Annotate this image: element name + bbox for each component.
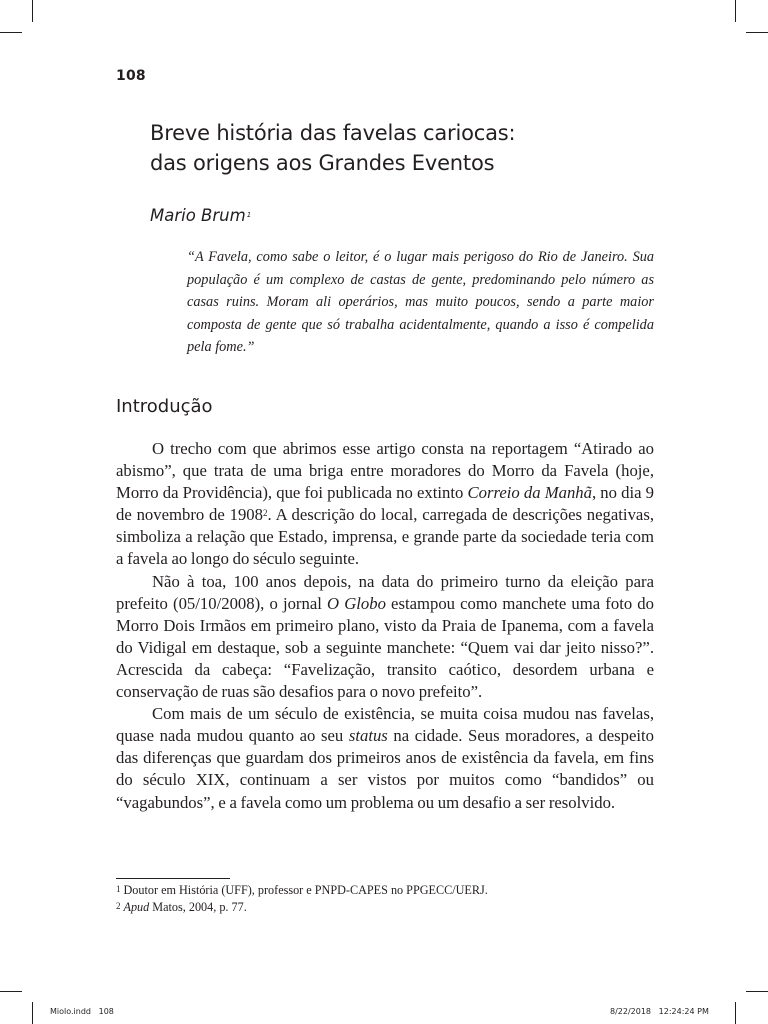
footnote-text: Doutor em História (UFF), professor e PNPD-CAPES no PPGECC/UERJ. [123, 883, 488, 897]
footnote-divider [116, 878, 230, 879]
crop-mark [32, 1002, 33, 1024]
text-run: na cidade. Seus moradores, a despeito das diferenças que guardam dos primeiros anos de existência da favela, em fins do século XIX, continuam a ser vistos por muitos como “bandidos” ou “vagabundos”, e a favela como um problema ou um desafio a ser resolvido. [116, 726, 654, 812]
body-text [116, 438, 654, 814]
text-run: , no dia 9 de novembro de 1908 [116, 483, 654, 525]
crop-mark [746, 991, 768, 992]
text-run: O trecho com que abrimos esse artigo consta na reportagem “Atirado ao abismo”, que trata de uma briga entre moradores do Morro da Favela (hoje, Morro da Providência), que foi publicada no extinto [116, 439, 654, 503]
newspaper-title: O Globo [327, 593, 386, 613]
author-text: Mario Brum [150, 206, 246, 225]
print-slug-file: Miolo.indd 108 [50, 1007, 114, 1016]
author-name [150, 206, 251, 225]
title-line: Breve história das favelas cariocas: [150, 121, 516, 145]
epigraph-quote [187, 246, 654, 359]
epigraph-line: Sua população é um complexo de castas de gente, predominando pelo [187, 249, 655, 288]
crop-mark [0, 991, 22, 992]
crop-mark [735, 1002, 736, 1024]
text-run: . A descrição do local, carregada de descrições negativas, simboliza a relação que Estado, imprensa, e grande parte da sociedade teria com a favela ao longo do século seguinte. [116, 505, 654, 569]
body-paragraph [116, 703, 654, 813]
footnote-ref[interactable]: 2 [263, 508, 268, 519]
print-slug-datetime: 8/22/2018 12:24:24 PM [610, 1007, 709, 1016]
footnote-italic: Apud [123, 900, 150, 914]
newspaper-title: Correio da Manhã [467, 483, 592, 503]
footnote-1 [116, 882, 656, 899]
crop-mark [735, 0, 736, 22]
text-run: Com mais de um século de existência, se muita coisa mudou nas favelas, quase nada mudou quanto ao seu [116, 704, 654, 746]
crop-mark [0, 32, 22, 33]
text-run: estampou como manchete uma foto do Morro Dois Irmãos em primeiro plano, visto da Praia de Ipanema, com a favela do Vidigal em destaque, sob a seguinte manchete: “Quem vai dar jeito nisso?”. Acrescida da cabeça: “Favelização, transito caótico, desordem urbana e conservação de ruas são desafios para o novo prefeito”. [116, 593, 654, 702]
footnote-2 [116, 899, 656, 916]
footnote-text: Matos, 2004, p. 77. [149, 900, 247, 914]
epigraph-line: número as casas ruins. Moram ali operários, mas muito poucos, sendo a [187, 271, 655, 311]
page-number: 108 [116, 68, 146, 84]
footnotes [116, 882, 656, 916]
footnote-number: 1 [116, 884, 121, 894]
crop-mark [746, 32, 768, 33]
footnote-number: 2 [116, 901, 121, 911]
title-line: das origens aos Grandes Eventos [150, 151, 495, 175]
epigraph-line: “A Favela, como sabe o leitor, é o lugar mais perigoso do Rio de Janeiro. [187, 249, 628, 265]
body-paragraph [116, 438, 654, 571]
body-paragraph [116, 571, 654, 704]
footnote-ref[interactable]: 1 [246, 211, 252, 219]
section-heading: Introdução [116, 396, 213, 417]
epigraph-line: parte maior composta de gente que só trabalha acidentalmente, quando [187, 294, 654, 333]
epigraph-line: a isso é compelida pela fome.” [187, 316, 654, 356]
text-run: Não à toa, 100 anos depois, na data do primeiro turno da eleição para prefeito (05/10/2008), o jornal [116, 571, 654, 613]
article-title [150, 118, 670, 178]
crop-mark [32, 0, 33, 22]
emphasis-term: status [348, 726, 388, 746]
